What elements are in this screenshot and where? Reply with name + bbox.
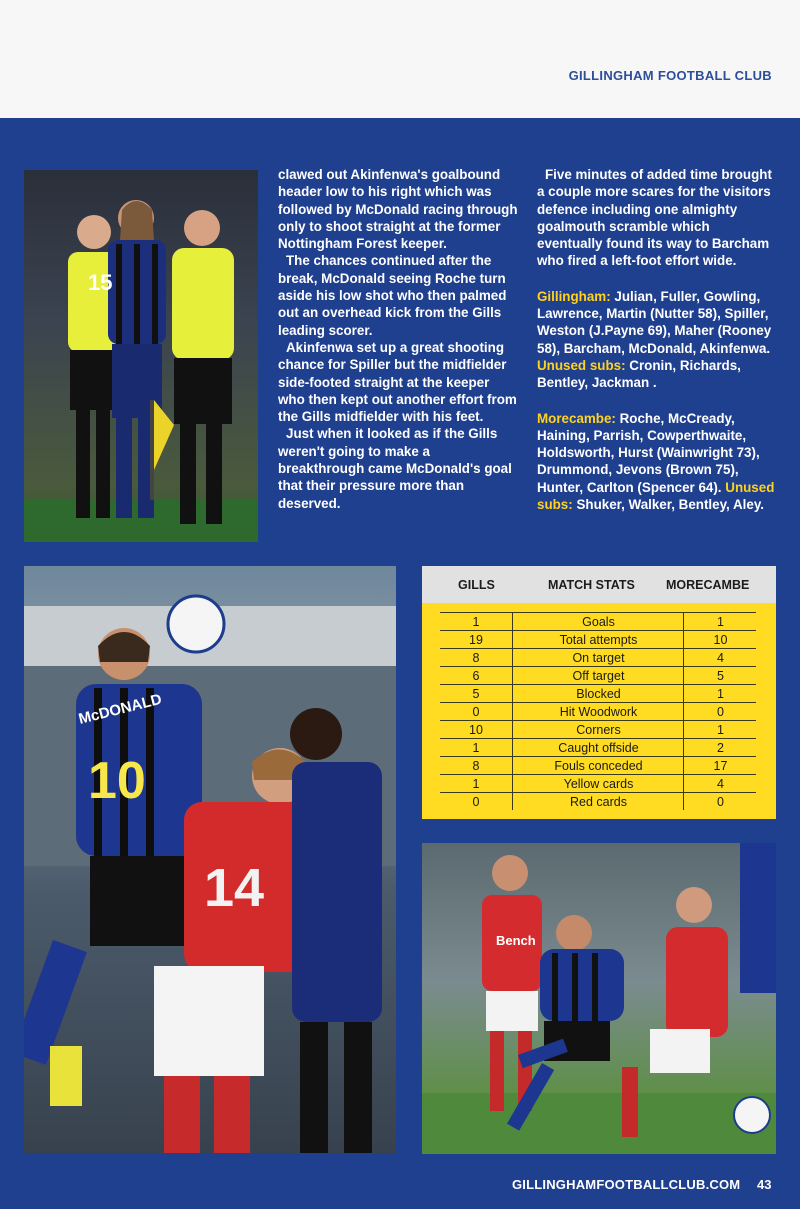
stats-gills-value: 0 [440,793,513,810]
stats-row [440,738,756,757]
stats-label: Off target [514,667,684,684]
stats-row [440,756,756,775]
stats-morecambe-value: 10 [713,633,728,647]
stats-morecambe-value: 2 [717,741,724,755]
stats-morecambe-value: 1 [717,687,724,701]
article-column-1 [278,166,518,512]
stats-gills-value: 5 [440,685,513,702]
p1-shirt-number: 15 [88,270,113,295]
stats-header-title: MATCH STATS [548,578,635,592]
stats-morecambe-value: 17 [713,759,728,773]
stats-header-gills: GILLS [458,578,495,592]
gillingham-subs: Cronin, Richards, Bentley, Jackman . [537,357,741,391]
photo-referees [24,170,258,542]
stats-label: Yellow cards [514,775,684,792]
page-number: 43 [757,1177,772,1192]
stats-label: Blocked [514,685,684,702]
stats-gills-value: 6 [440,667,513,684]
stats-morecambe-value: 4 [717,651,724,665]
stats-gills-value: 10 [440,721,513,738]
stats-row [440,684,756,703]
stats-row [440,666,756,685]
stats-label: On target [514,649,684,666]
stats-row [440,720,756,739]
photo-referees-graphic [24,170,258,542]
stats-row [440,630,756,649]
stats-gills-value: 8 [440,757,513,774]
p2-shirt-name: McDONALD [76,690,164,728]
paragraph: Akinfenwa set up a great shooting chance for Spiller but the midfielder side-footed straight at the keeper who then kept out another effort from the Gills midfielder with his feet. [278,339,517,425]
gillingham-subs-label: Unused subs: [537,357,626,373]
stats-morecambe-value: 0 [717,795,724,809]
paragraph: Five minutes of added time brought a couple more scares for the visitors defence including one almighty goalmouth scramble which eventually found its way to Barcham who fired a left-foot effort wide. [537,167,772,269]
p2-opponent-number: 14 [204,858,265,918]
stats-gills-value: 1 [440,775,513,792]
stats-morecambe-value: 0 [717,705,724,719]
stats-row [440,774,756,793]
photo-header-challenge-graphic [24,566,396,1153]
stats-label: Corners [514,721,684,738]
photo-header-challenge [24,566,396,1153]
stats-label: Goals [514,613,684,630]
morecambe-label: Morecambe: [537,410,616,426]
p2-shirt-number: 10 [88,752,146,810]
morecambe-subs-label: Unused subs: [537,479,775,513]
p3-sponsor: Bench [496,933,536,948]
stats-gills-value: 1 [440,613,513,630]
stats-label: Red cards [514,793,684,810]
paragraph: Just when it looked as if the Gills weren't going to make a breakthrough came McDonald's goal that their pressure more than deserved. [278,426,512,511]
stats-row [440,648,756,667]
gillingham-team: Julian, Fuller, Gowling, Lawrence, Martin (Nutter 58), Spiller, Weston (J.Payne 69), Maher (Rooney 58), Barcham, McDonald, Akinfenwa. [537,288,772,356]
stats-header-morecambe: MORECAMBE [666,578,750,592]
stats-morecambe-value: 5 [717,669,724,683]
match-stats-header [422,566,776,603]
stats-morecambe-value: 1 [717,723,724,737]
paragraph: The chances continued after the break, McDonald seeing Roche turn aside his low shot who then palmed out an overhead kick from the Gills leading scorer. [278,253,507,338]
page-header-band [0,0,800,118]
morecambe-subs: Shuker, Walker, Bentley, Aley. [576,497,764,513]
stats-morecambe-value: 4 [717,777,724,791]
stats-label: Hit Woodwork [514,703,684,720]
stats-gills-value: 1 [440,739,513,756]
footer-site: GILLINGHAMFOOTBALLCLUB.COM [512,1177,741,1192]
stats-row [440,792,756,811]
article-column-2 [537,166,777,513]
gillingham-label: Gillingham: [537,288,611,304]
stats-gills-value: 8 [440,649,513,666]
match-stats-table [422,566,776,819]
morecambe-team: Roche, McCready, Haining, Parrish, Cowperthwaite, Holdsworth, Hurst (Wainwright 73), Drummond, Jevons (Brown 75), Hunter, Carlton (Spencer 64). [537,410,760,495]
photo-tackle-graphic [422,843,776,1154]
stats-gills-value: 0 [440,703,513,720]
stats-label: Fouls conceded [514,757,684,774]
stats-label: Total attempts [514,631,684,648]
morecambe-lineup [537,410,777,514]
stats-morecambe-value: 1 [717,615,724,629]
club-title: GILLINGHAM FOOTBALL CLUB [568,68,772,83]
stats-row [440,702,756,721]
stats-gills-value: 19 [440,631,513,648]
photo-tackle [422,843,776,1154]
stats-label: Caught offside [514,739,684,756]
paragraph: clawed out Akinfenwa's goalbound header low to his right which was followed by McDonald racing through only to shoot straight at the former Nottingham Forest keeper. [278,167,518,252]
stats-row [440,612,756,631]
gillingham-lineup [537,288,777,392]
